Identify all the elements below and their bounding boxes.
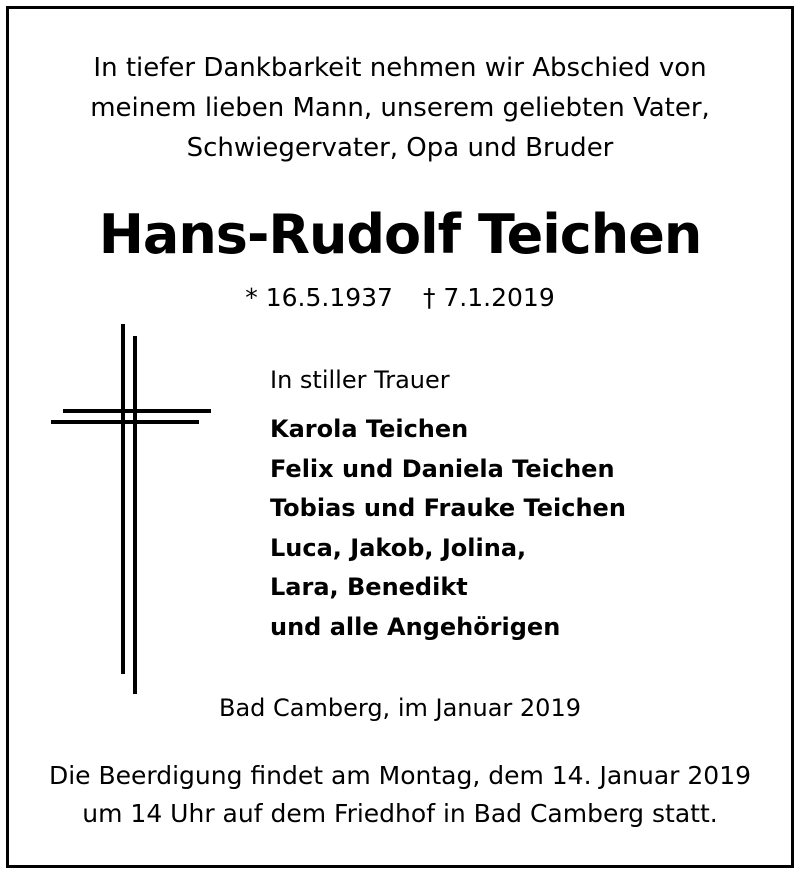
intro-line: meinem lieben Mann, unserem geliebten Vater, [90, 93, 710, 123]
life-dates [0, 280, 800, 316]
cross-vertical-right [133, 336, 137, 694]
mourner: Karola Teichen [270, 415, 469, 443]
intro-line: Schwiegervater, Opa und Bruder [186, 133, 614, 163]
mourner: und alle Angehörigen [270, 612, 561, 641]
intro-text [0, 48, 800, 168]
mourners-list [270, 410, 626, 647]
birth-date: * 16.5.1937 [245, 283, 393, 312]
deceased-name: Hans-Rudolf Teichen [98, 203, 702, 266]
cross-vertical-left [121, 324, 125, 674]
death-date: † 7.1.2019 [422, 283, 555, 312]
mourner: Tobias und Frauke Teichen [270, 494, 626, 522]
cross-horizontal-bottom [51, 420, 199, 424]
cross-horizontal-top [63, 409, 211, 413]
mourning-intro: In stiller Trauer [270, 366, 450, 394]
intro-line: In tiefer Dankbarkeit nehmen wir Abschied von [93, 53, 707, 83]
funeral-info [0, 757, 800, 833]
mourner: Felix und Daniela Teichen [270, 454, 615, 483]
funeral-line: um 14 Uhr auf dem Friedhof in Bad Camberg statt. [82, 799, 718, 828]
mourner: Lara, Benedikt [270, 573, 468, 601]
place-date: Bad Camberg, im Januar 2019 [219, 694, 581, 722]
mourner: Luca, Jakob, Jolina, [270, 533, 527, 562]
funeral-line: Die Beerdigung findet am Montag, dem 14. Januar 2019 [48, 761, 752, 790]
cross-icon [48, 322, 213, 694]
